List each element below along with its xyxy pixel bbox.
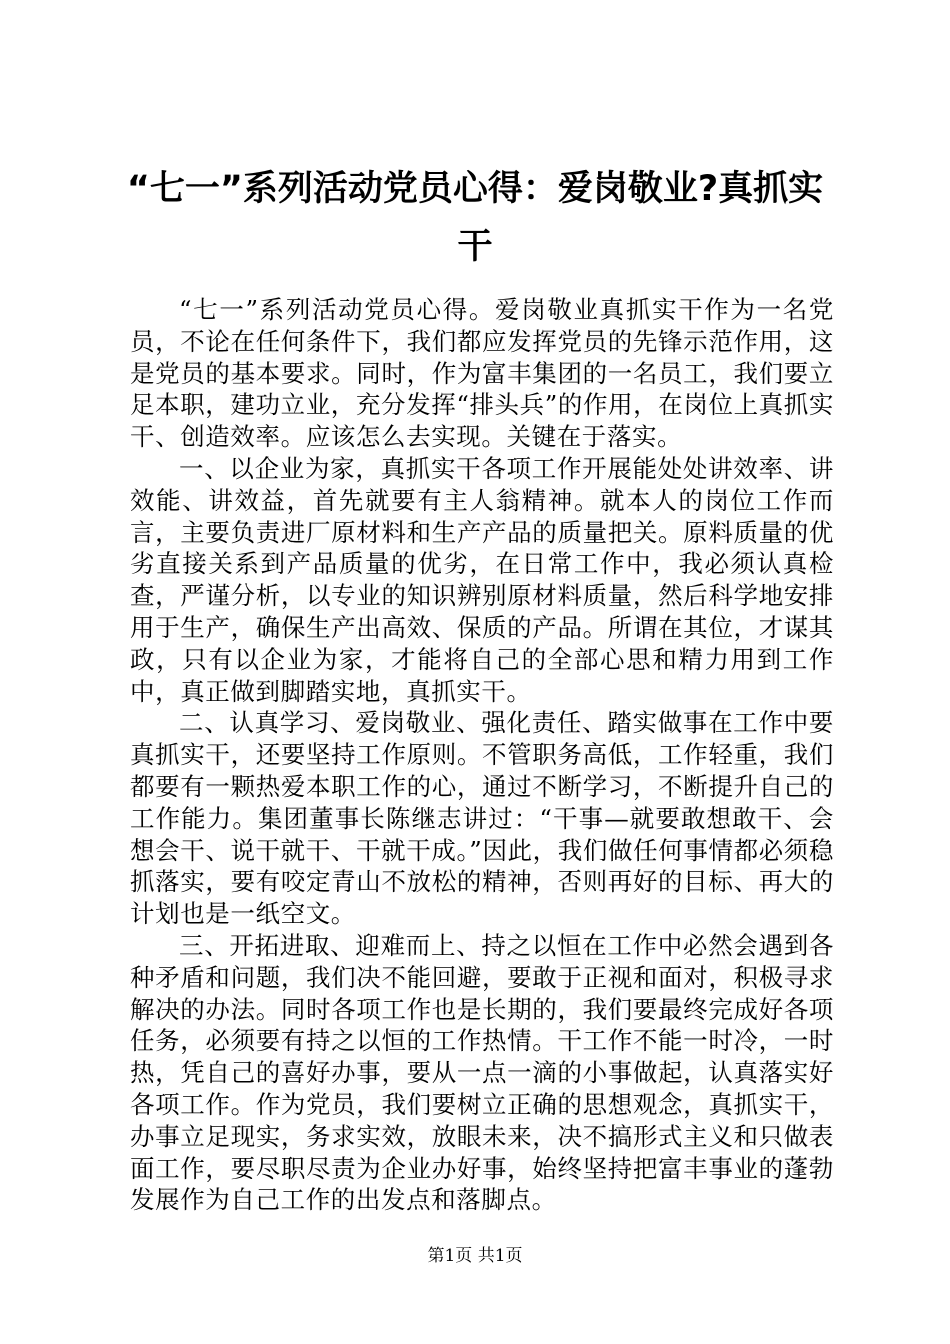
paragraph-section-1: 一、以企业为家，真抓实干各项工作开展能处处讲效率、讲效能、讲效益，首先就要有主人翁精神。就本人的岗位工作而言，主要负责进厂原材料和生产产品的质量把关。原料质量的优劣直接关系到产品质量的优劣，在日常工作中，我必须认真检查，严谨分析，以专业的知识辨别原材料质量，然后科学地安排用于生产，确保生产出高效、保质的产品。所谓在其位，才谋其政，只有以企业为家，才能将自己的全部心思和精力用到工作中，真正做到脚踏实地，真抓实干。: [130, 453, 834, 706]
paragraph-section-2: 二、认真学习、爱岗敬业、强化责任、踏实做事在工作中要真抓实干，还要坚持工作原则。不管职务高低，工作轻重，我们都要有一颗热爱本职工作的心，通过不断学习，不断提升自己的工作能力。集团董事长陈继志讲过：“干事—就要敢想敢干、会想会干、说干就干、干就干成。”因此，我们做任何事情都必须稳抓落实，要有咬定青山不放松的精神，否则再好的目标、再大的计划也是一纸空文。: [130, 708, 834, 929]
page-footer: 第1页 共1页: [427, 1246, 523, 1266]
paragraph-intro: “七一”系列活动党员心得。爱岗敬业真抓实干作为一名党员，不论在任何条件下，我们都应发挥党员的先锋示范作用，这是党员的基本要求。同时，作为富丰集团的一名员工，我们要立足本职，建功立业，充分发挥“排头兵”的作用，在岗位上真抓实干、创造效率。应该怎么去实现。关键在于落实。: [130, 295, 834, 452]
document-title: “七一”系列活动党员心得：爱岗敬业?真抓实干: [126, 169, 824, 267]
paragraph-section-3: 三、开拓进取、迎难而上、持之以恒在工作中必然会遇到各种矛盾和问题，我们决不能回避，要敢于正视和面对，积极寻求解决的办法。同时各项工作也是长期的，我们要最终完成好各项任务，必须要有持之以恒的工作热情。干工作不能一时冷，一时热，凭自己的喜好办事，要从一点一滴的小事做起，认真落实好各项工作。作为党员，我们要树立正确的思想观念，真抓实干，办事立足现实，务求实效，放眼未来，决不搞形式主义和只做表面工作，要尽职尽责为企业办好事，始终坚持把富丰事业的蓬勃发展作为自己工作的出发点和落脚点。: [130, 930, 834, 1215]
document-body: [130, 294, 834, 1216]
